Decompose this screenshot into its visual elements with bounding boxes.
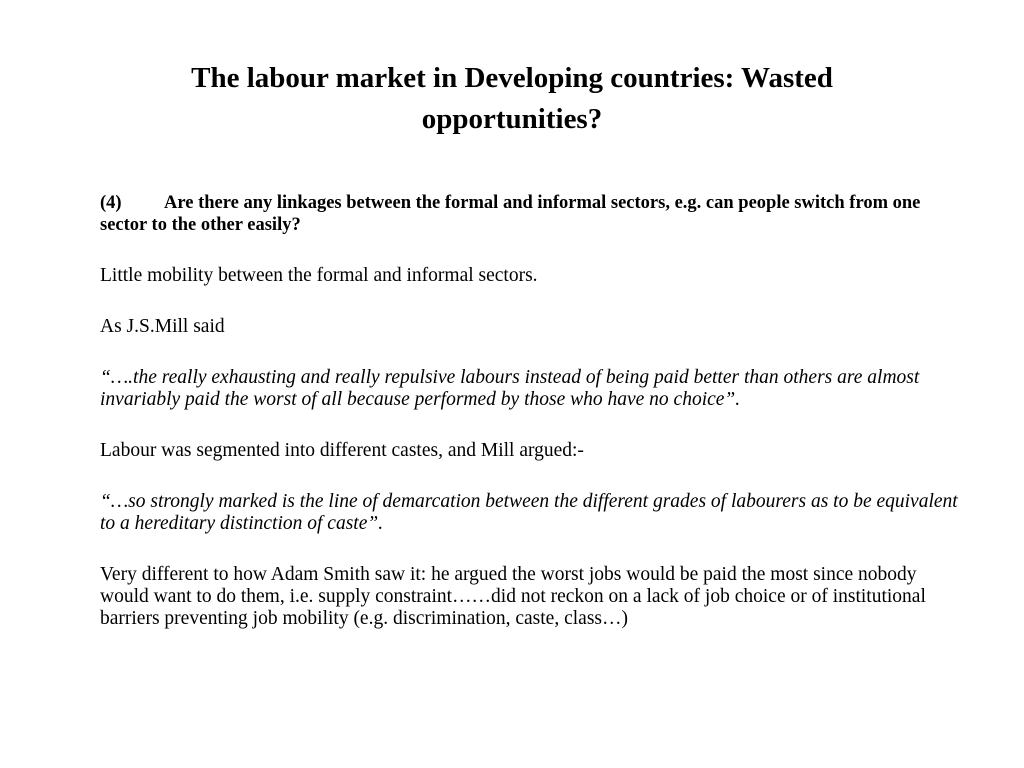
mill-intro: As J.S.Mill said (100, 316, 225, 337)
mobility-statement: Little mobility between the formal and informal sectors. (100, 265, 538, 286)
question-heading (100, 192, 970, 236)
slide-body (100, 192, 970, 659)
question-number: (4) (100, 193, 122, 213)
adam-smith-paragraph: Very different to how Adam Smith saw it: he argued the worst jobs would be paid the most since nobody would want to do them, i.e. supply constraint……did not reckon on a lack of job choice or of institutional barriers preventing job mobility (e.g. discrimination, caste, class…) (100, 564, 926, 629)
mill-quote-caste: “…so strongly marked is the line of demarcation between the different grades of labourers as to be equivalent to a hereditary distinction of caste”. (100, 491, 958, 534)
slide-title: The labour market in Developing countries: Wasted opportunities? (191, 62, 833, 135)
caste-statement: Labour was segmented into different castes, and Mill argued:- (100, 440, 584, 461)
mill-quote-labours: “….the really exhausting and really repulsive labours instead of being paid better than others are almost invariably paid the worst of all because performed by those who have no choice”. (100, 367, 920, 410)
question-text: Are there any linkages between the formal and informal sectors, e.g. can people switch from one sector to the other easily? (100, 193, 921, 235)
